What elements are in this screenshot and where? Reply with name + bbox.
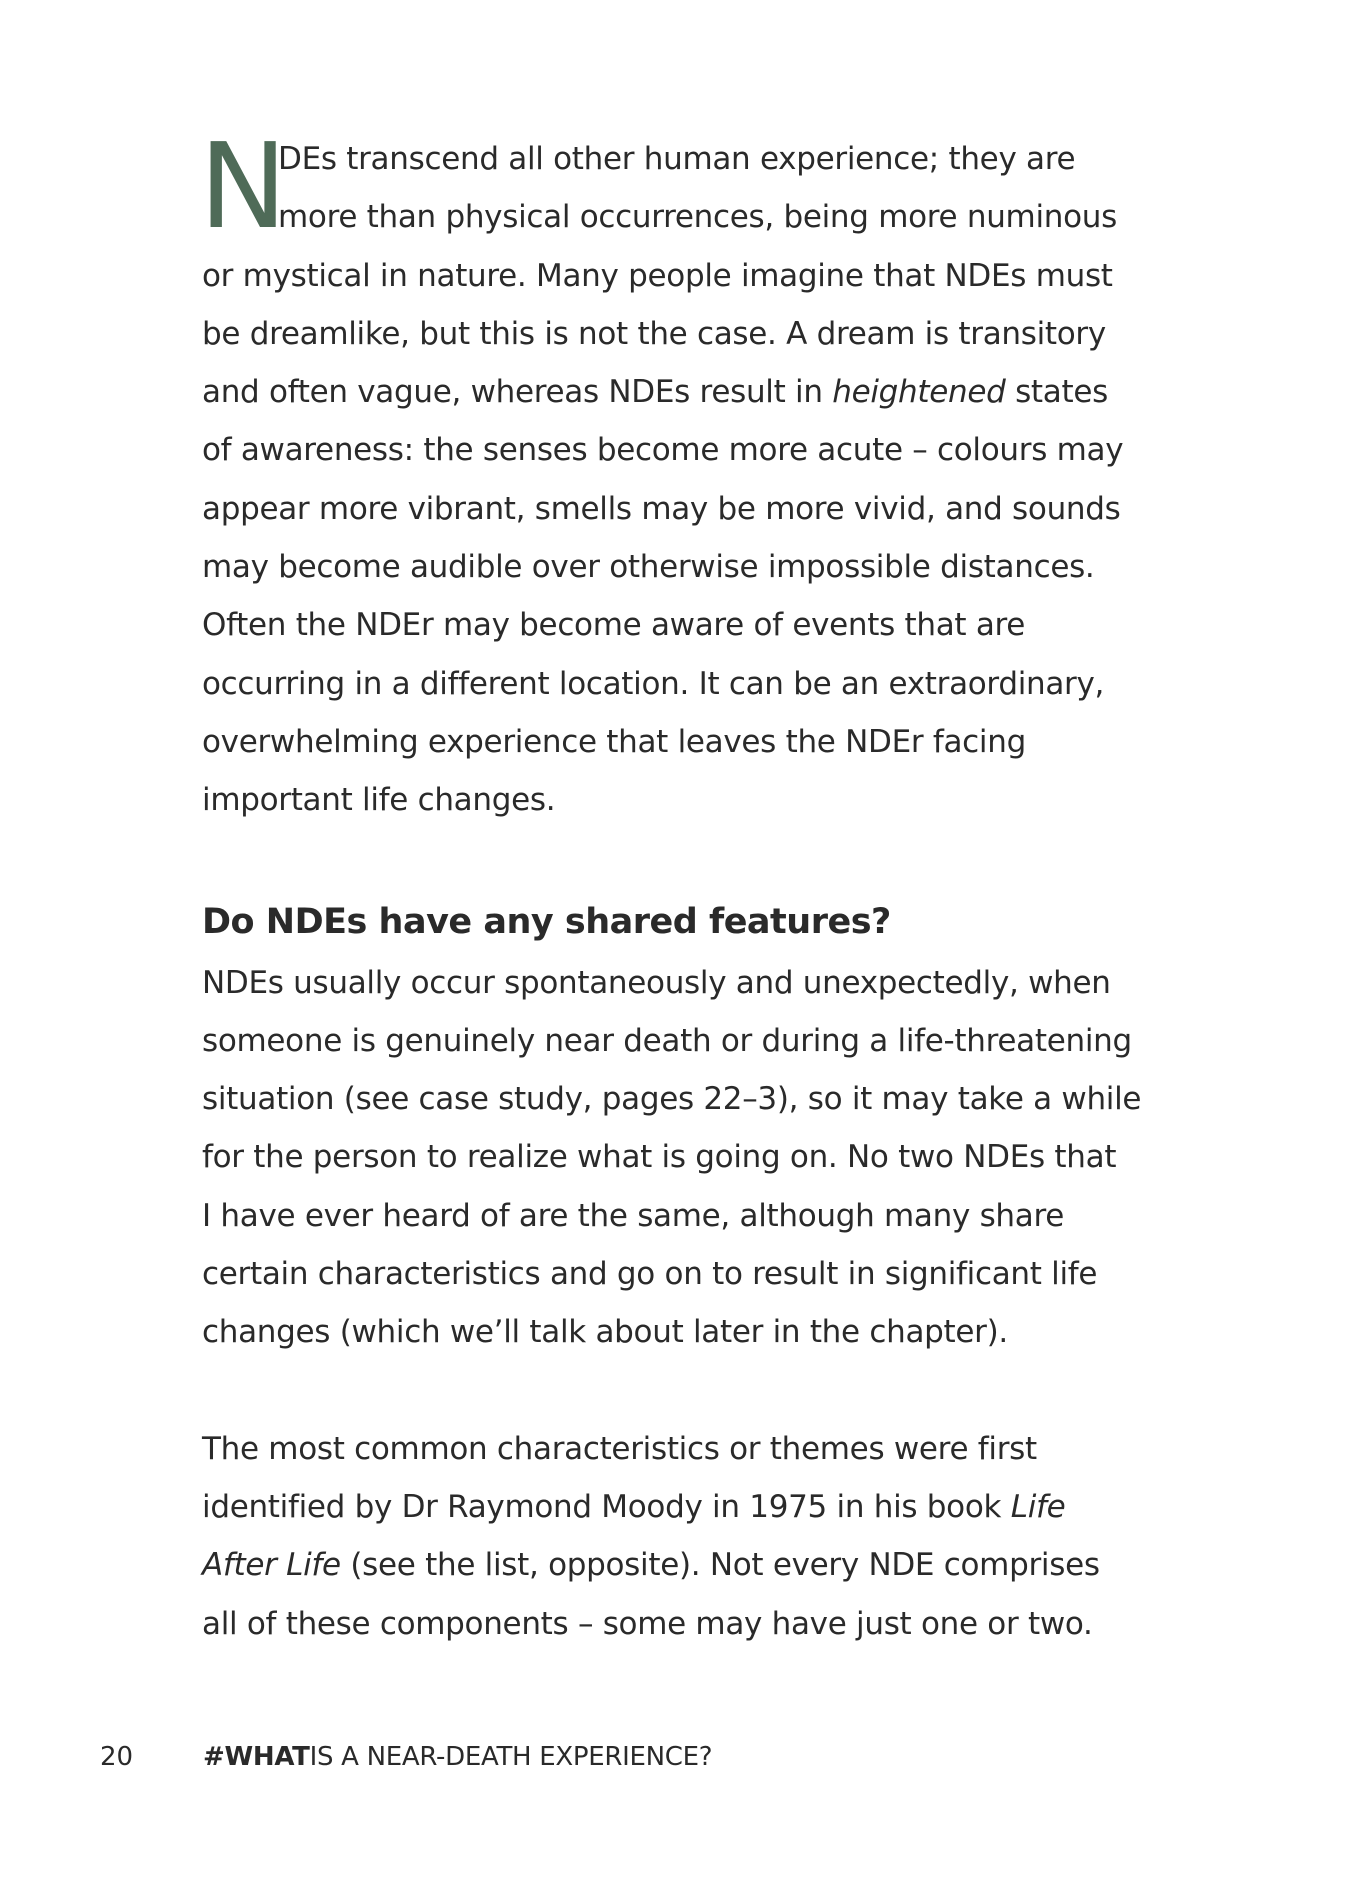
paragraph-line: situation (see case study, pages 22–3), so it may take a while: [202, 1081, 1142, 1118]
paragraph-line: [202, 1536, 1162, 1594]
paragraph-line: someone is genuinely near death or during a life-threatening: [202, 1022, 1132, 1059]
book-title-text: After Life: [202, 1547, 341, 1584]
book-title-text: Life: [1010, 1488, 1066, 1525]
paragraph-line: more than physical occurrences, being more numinous: [278, 199, 1117, 236]
paragraph-line: Often the NDEr may become aware of events that are: [202, 607, 1026, 644]
paragraph-line: of awareness: the senses become more acute – colours may: [202, 432, 1124, 469]
paragraph-line: important life changes.: [202, 782, 556, 819]
section-paragraph-1: [202, 954, 1162, 1362]
paragraph-line: occurring in a different location. It can be an extraordinary,: [202, 665, 1105, 702]
paragraph-line: changes (which we’ll talk about later in the chapter).: [202, 1314, 1008, 1351]
paragraph-line: I have ever heard of are the same, although many share: [202, 1197, 1065, 1234]
intro-paragraph: [199, 117, 1162, 830]
section-paragraph-2: [202, 1420, 1162, 1653]
paragraph-line: [202, 363, 1162, 421]
drop-cap: N: [199, 117, 287, 255]
paragraph-line: DEs transcend all other human experience; they are: [278, 141, 1076, 177]
text-column: [199, 117, 1162, 1653]
page-number: 20: [100, 1742, 134, 1772]
line-text: and often vague, whereas NDEs result in: [202, 374, 833, 411]
paragraph-line: certain characteristics and go on to result in significant life: [202, 1256, 1098, 1293]
drop-cap-container: [199, 117, 287, 255]
paragraph-line: overwhelming experience that leaves the NDEr facing: [202, 723, 1026, 760]
paragraph-line: all of these components – some may have just one or two.: [202, 1605, 1093, 1642]
line-text: (see the list, opposite). Not every NDE comprises: [340, 1547, 1100, 1584]
section-heading: Do NDEs have any shared features?: [202, 901, 891, 942]
page-footer: [100, 1742, 1100, 1778]
paragraph-line: The most common characteristics or themes were first: [202, 1430, 1037, 1467]
running-title-rest: IS A NEAR-DEATH EXPERIENCE?: [309, 1742, 713, 1772]
paragraph-line: be dreamlike, but this is not the case. A dream is transitory: [202, 315, 1106, 352]
paragraph-line: may become audible over otherwise impossible distances.: [202, 549, 1095, 586]
emphasis-text: heightened: [832, 374, 1006, 411]
paragraph-line: NDEs usually occur spontaneously and unexpectedly, when: [202, 964, 1111, 1001]
paragraph-line: or mystical in nature. Many people imagine that NDEs must: [202, 257, 1113, 294]
line-text: identified by Dr Raymond Moody in 1975 in his book: [202, 1488, 1011, 1525]
paragraph-line: appear more vibrant, smells may be more vivid, and sounds: [202, 490, 1121, 527]
running-title: [203, 1742, 712, 1772]
line-text: states: [1005, 374, 1108, 411]
running-title-bold: #WHAT: [203, 1742, 310, 1772]
paragraph-line: [202, 1478, 1162, 1536]
paragraph-line: for the person to realize what is going on. No two NDEs that: [202, 1139, 1117, 1176]
